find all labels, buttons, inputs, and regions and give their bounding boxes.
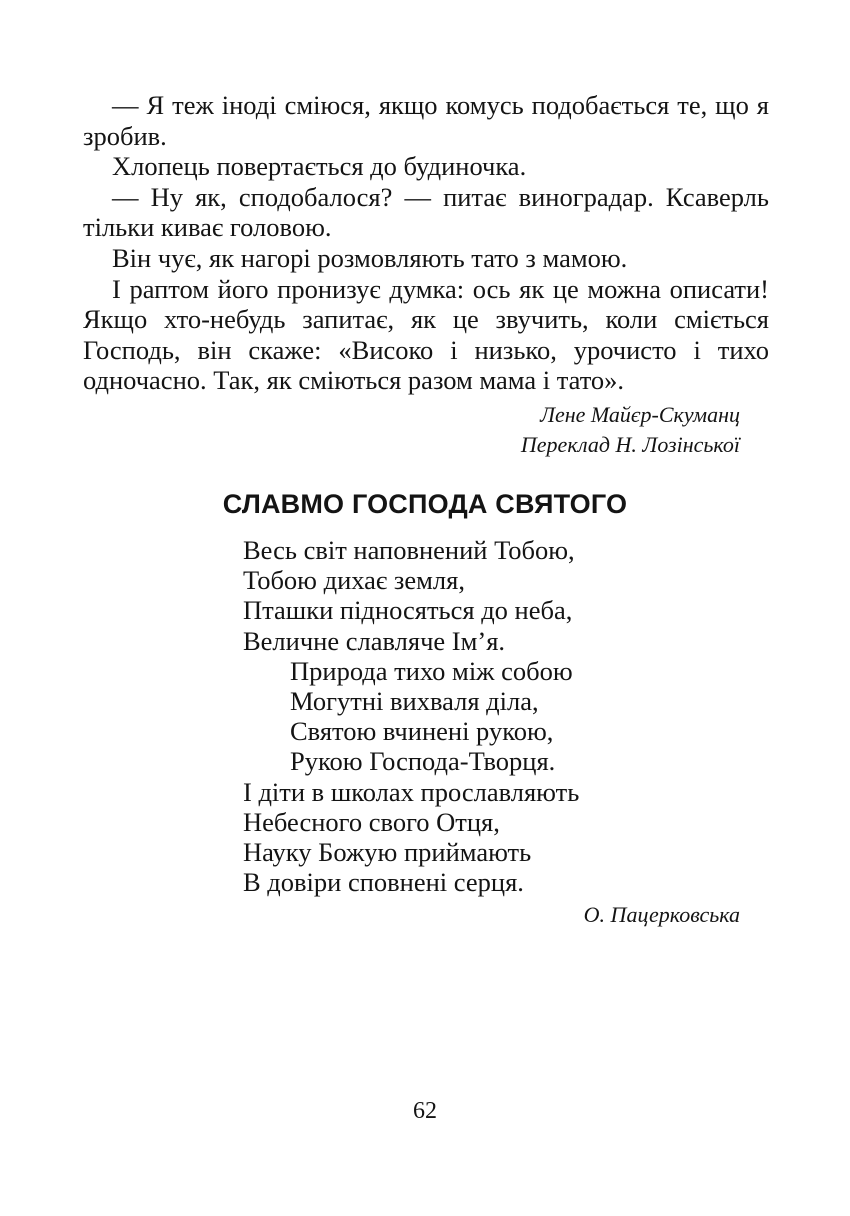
story-author: Лене Майєр-Скуманц [540, 402, 740, 427]
poem-line: Весь світ наповнений Тобою, [243, 535, 575, 565]
page-number: 62 [413, 1098, 437, 1124]
poem-body [243, 535, 579, 897]
poem-line: Рукою Господа-Творця. [290, 746, 556, 777]
paragraph: Хлопець повертається до будиночка. [112, 151, 527, 182]
story-translator: Переклад Н. Лозінської [520, 432, 740, 457]
poem-line: Могутні вихваля діла, [290, 686, 539, 717]
poem-line: Природа тихо між собою [290, 655, 573, 686]
story-text [83, 90, 769, 396]
poem-line: І діти в школах прославляють [243, 776, 580, 807]
poem-line: Небесного свого Отця, [243, 806, 500, 837]
poem-title: СЛАВМО ГОСПОДА СВЯТОГО [222, 489, 628, 519]
paragraph: І раптом його пронизує думка: ось як це можна описати! Якщо хто-небудь запитає, як це звучить, коли сміється Господь, він скаже: «Високо і низько, урочисто і тихо одночасно. Так, як сміються разом мама і тато». [83, 273, 769, 396]
poem-line: В довіри сповнені серця. [243, 867, 524, 898]
poem-author: О. Пацерковська [583, 902, 740, 927]
paragraph: — Я теж іноді сміюся, якщо комусь подобається те, що я зробив. [83, 90, 769, 151]
poem-attribution [584, 900, 740, 930]
poem-line: Святою вчинені рукою, [290, 716, 554, 747]
paragraph: Він чує, як нагорі розмовляють тато з мамою. [112, 242, 628, 273]
poem-line: Пташки підносяться до неба, [243, 595, 573, 626]
poem-line: Науку Божую приймають [243, 837, 532, 868]
poem-line: Тобою дихає земля, [243, 565, 465, 596]
story-attribution [521, 400, 740, 460]
paragraph: — Ну як, сподобалося? — питає виноградар. Ксаверль тільки киває головою. [83, 181, 769, 243]
poem-line: Величне славляче Ім’я. [243, 625, 506, 656]
